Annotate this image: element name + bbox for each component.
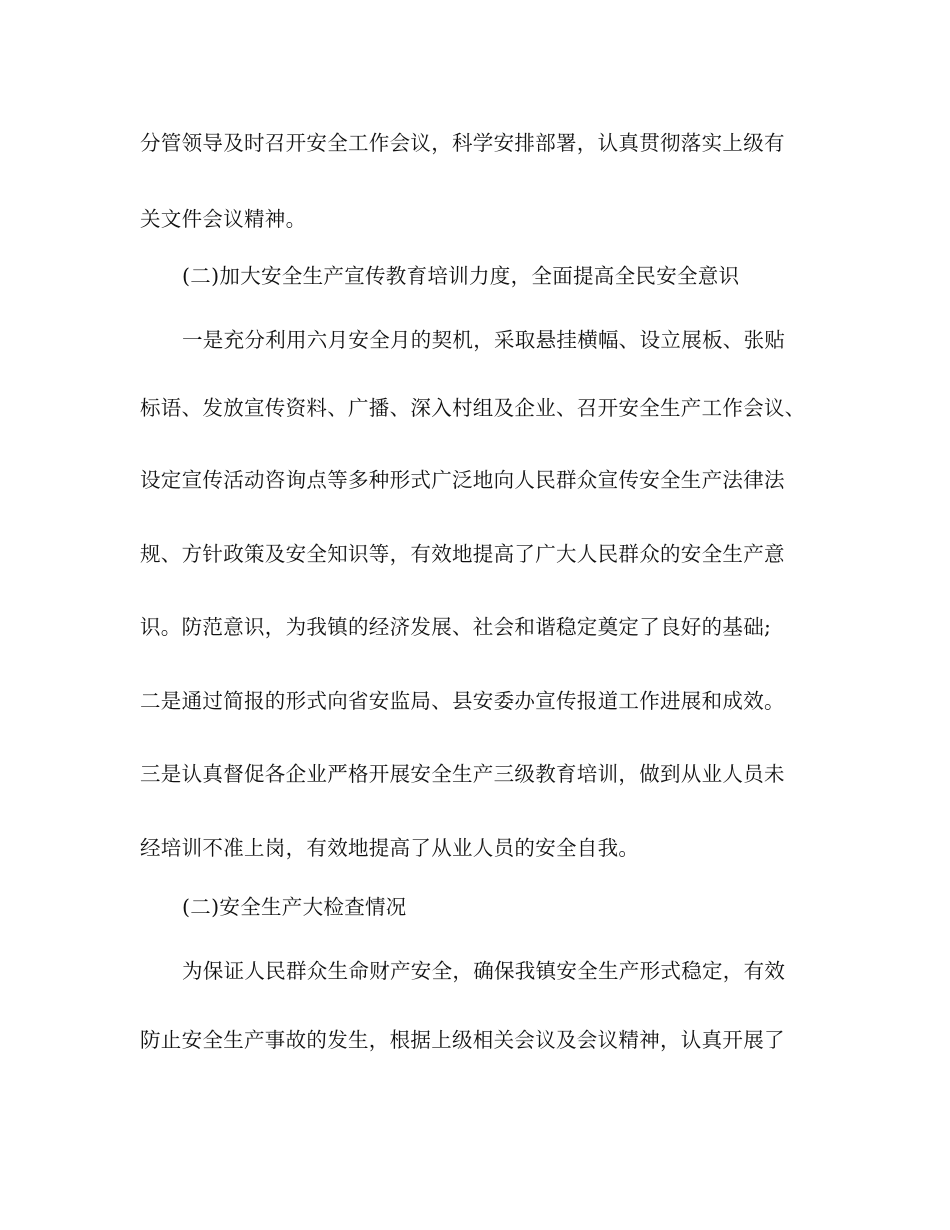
text-line: 标语、发放宣传资料、广播、深入村组及企业、召开安全生产工作会议、 [140,396,806,420]
section-heading: (二)安全生产大检查情况 [182,895,407,919]
text-line: 经培训不准上岗，有效地提高了从业人员的安全自我。 [140,836,640,860]
paragraph-start-line: 一是充分利用六月安全月的契机，采取悬挂横幅、设立展板、张贴 [182,328,786,352]
text-line: 三是认真督促各企业严格开展安全生产三级教育培训，做到从业人员未 [140,762,785,786]
text-line: 二是通过简报的形式向省安监局、县安委办宣传报道工作进展和成效。 [140,689,785,713]
section-heading: (二)加大安全生产宣传教育培训力度，全面提高全民安全意识 [182,264,740,288]
text-line: 设定宣传活动咨询点等多种形式广泛地向人民群众宣传安全生产法律法 [140,468,785,492]
text-line: 防止安全生产事故的发生，根据上级相关会议及会议精神，认真开展了 [140,1028,785,1052]
text-line: 关文件会议精神。 [140,207,307,231]
text-line: 规、方针政策及安全知识等，有效地提高了广大人民群众的安全生产意 [140,542,785,566]
text-line: 识。防范意识，为我镇的经济发展、社会和谐稳定奠定了良好的基础; [140,615,772,639]
paragraph-start-line: 为保证人民群众生命财产安全，确保我镇安全生产形式稳定，有效 [182,959,786,983]
text-line: 分管领导及时召开安全工作会议，科学安排部署，认真贯彻落实上级有 [140,131,785,155]
